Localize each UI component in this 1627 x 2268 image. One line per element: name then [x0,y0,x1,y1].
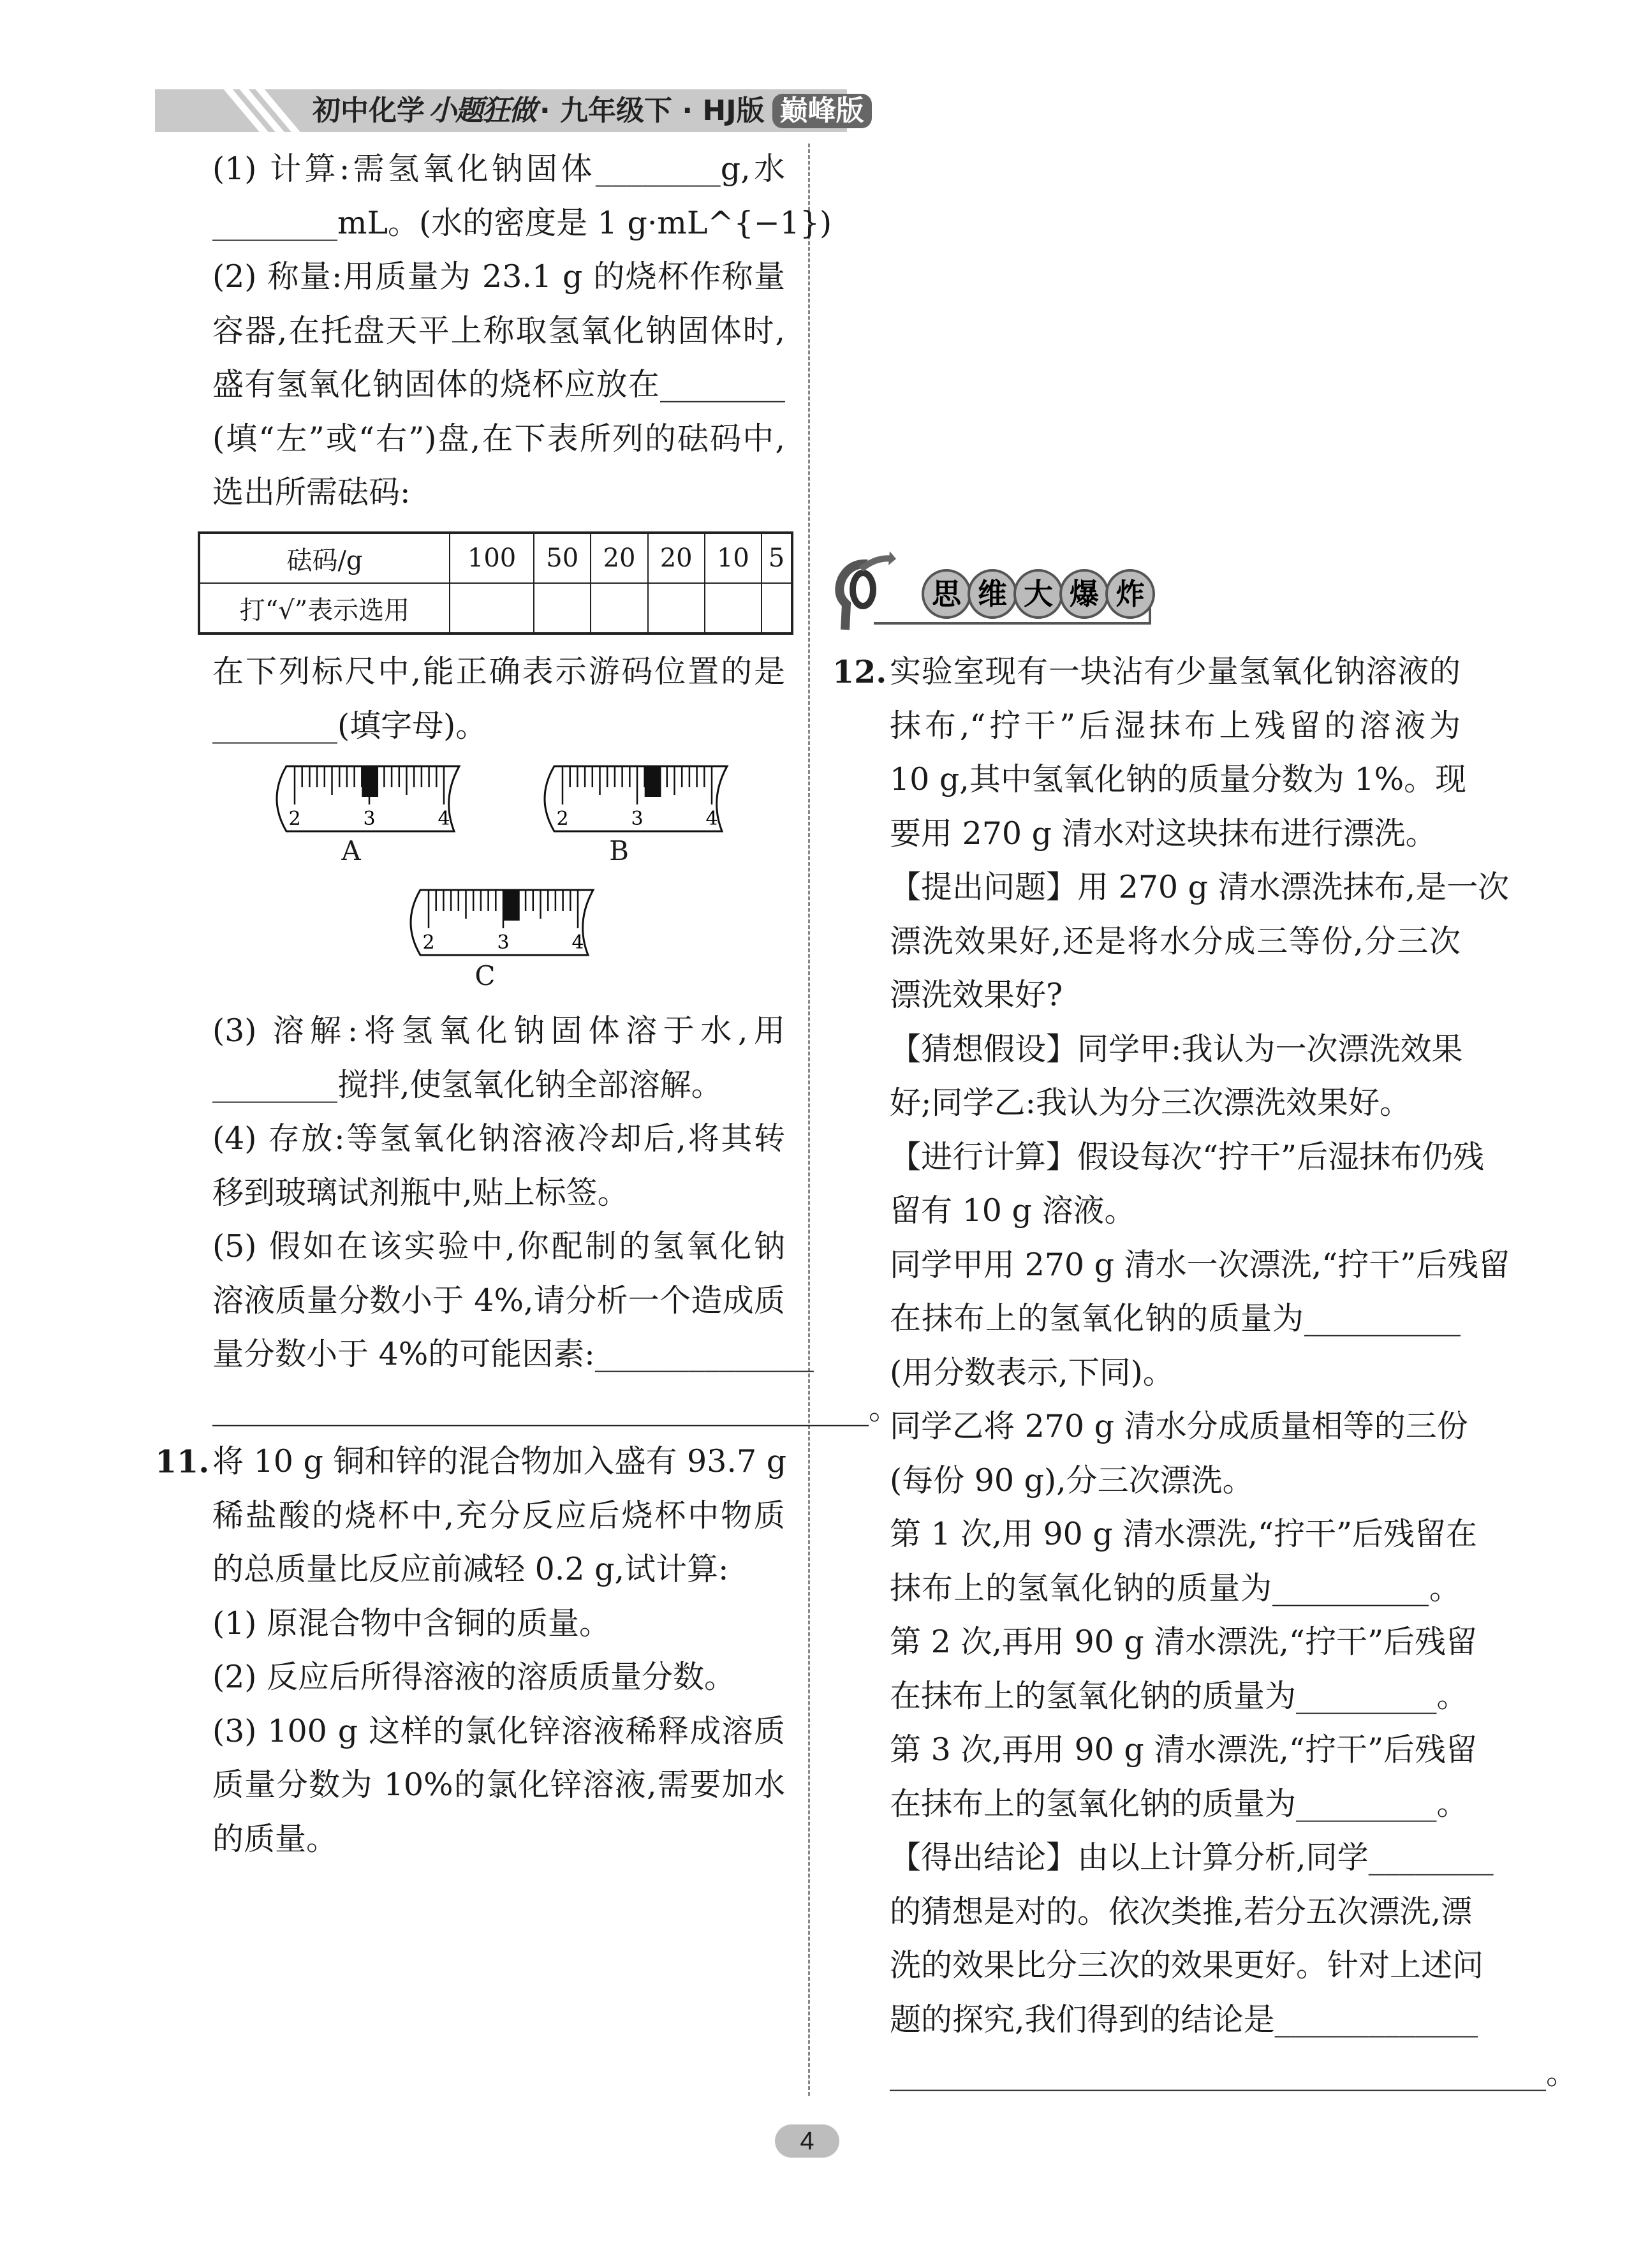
rider-block [362,766,378,797]
q10-part1 [212,142,832,520]
question-number: 12. [832,653,887,690]
vernier-ruler-c [408,889,594,956]
ruler-tick-label: 4 [705,808,718,830]
table-header-cell: 砝码/g [199,533,450,583]
text-line: 抹布上的氢氧化钠的质量为__________。 [890,1569,1461,1606]
text-line: 选出所需砝码: [212,474,411,510]
text-line: 留有 10 g 溶液。 [890,1192,1136,1229]
ruler-tick-label: 4 [438,808,450,830]
q11-text [212,1435,785,1866]
text-line: 在抹布上的氢氧化钠的质量为_________。 [890,1785,1468,1822]
text-line: 【进行计算】假设每次“拧干”后湿抹布仍残 [890,1138,1485,1175]
ruler-option-label: C [475,960,496,991]
check-cell[interactable] [648,583,705,634]
banner-char: 大 [1013,569,1063,619]
text-line: ________(填字母)。 [212,707,487,744]
banner-char: 思 [922,569,971,619]
text-line: 漂洗效果好,还是将水分成三等份,分三次 [890,923,1461,960]
header-separator: · [540,94,550,127]
text-line: 量分数小于 4%的可能因素:______________ [212,1336,814,1372]
text-line: 要用 270 g 清水对这块抹布进行漂洗。 [890,815,1437,852]
text-line: 同学乙将 270 g 清水分成质量相等的三份 [890,1408,1468,1444]
text-line: 【猜想假设】同学甲:我认为一次漂洗效果 [890,1030,1463,1067]
text-line: (填“左”或“右”)盘,在下表所列的砝码中, [212,420,785,457]
check-cell[interactable] [450,583,534,634]
text-line: (3) 100 g 这样的氯化锌溶液稀释成溶质 [212,1712,785,1749]
text-line: 第 1 次,用 90 g 清水漂洗,“拧干”后残留在 [890,1516,1478,1552]
text-line: (4) 存放:等氢氧化钠溶液冷却后,将其转 [212,1120,785,1157]
text-line: ________搅拌,使氢氧化钠全部溶解。 [212,1066,723,1103]
text-line: ________mL。(水的密度是 1 g·mL^{−1}) [212,204,832,241]
text-line: 的质量。 [212,1820,338,1857]
text-line: 质量分数为 10%的氯化锌溶液,需要加水 [212,1767,785,1803]
text-line: (用分数表示,下同)。 [890,1354,1174,1391]
text-line: 的猜想是对的。依次类推,若分五次漂洗,漂 [890,1893,1473,1930]
running-header [313,89,872,132]
ruler-tick-label: 2 [288,808,301,830]
q10-part2 [212,645,785,753]
text-line: 实验室现有一块沾有少量氢氧化钠溶液的 [890,653,1461,690]
vernier-ruler-b [541,765,728,833]
ruler-option-label: A [341,835,361,866]
weight-cell: 20 [591,533,647,583]
text-line: 洗的效果比分三次的效果更好。针对上述问 [890,1947,1484,1983]
weight-cell: 50 [534,533,591,583]
check-cell[interactable] [591,583,647,634]
table-row [199,583,792,634]
question-number: 11. [155,1443,210,1480]
ruler-tick-label: 2 [556,808,569,830]
header-brand-logo: 小题狂做 [429,94,536,127]
text-line: 稀盐酸的烧杯中,充分反应后烧杯中物质 [212,1497,785,1534]
q12-text [890,645,1577,2101]
ruler-tick-label: 3 [363,808,376,830]
text-line: __________________________________________。 [212,1390,900,1427]
header-edition: HJ版 [702,94,765,127]
weight-cell: 10 [705,533,762,583]
weight-cell: 100 [450,533,534,583]
rider-block [503,890,520,921]
text-line: 在抹布上的氢氧化钠的质量为__________ [890,1300,1461,1337]
banner-char: 维 [968,569,1017,619]
ruler-option-label: B [609,835,629,866]
rider-block [645,766,661,797]
text-line: 在抹布上的氢氧化钠的质量为_________。 [890,1677,1468,1714]
weights-table [198,531,793,635]
text-line: 第 2 次,再用 90 g 清水漂洗,“拧干”后残留 [890,1624,1478,1660]
text-line: 在下列标尺中,能正确表示游码位置的是 [212,653,785,690]
header-subject: 初中化学 [313,94,425,127]
banner-char: 爆 [1059,569,1109,619]
text-line: 移到玻璃试剂瓶中,贴上标签。 [212,1174,629,1211]
text-line: 的总质量比反应前减轻 0.2 g,试计算: [212,1551,729,1587]
column-divider [808,144,810,2096]
header-grade: 九年级下 [560,94,673,127]
text-line: 【得出结论】由以上计算分析,同学________ [890,1839,1494,1876]
check-cell[interactable] [762,583,792,634]
vernier-ruler-a [274,765,460,833]
text-line: 同学甲用 270 g 清水一次漂洗,“拧干”后残留 [890,1246,1510,1283]
table-header-cell: 打“√”表示选用 [199,583,450,634]
section-banner [832,550,1164,633]
text-line: (每份 90 g),分三次漂洗。 [890,1462,1254,1499]
ruler-tick-label: 3 [497,931,510,954]
header-badge: 巅峰版 [772,94,872,128]
text-line: 好;同学乙:我认为分三次漂洗效果好。 [890,1085,1411,1121]
text-line: (2) 反应后所得溶液的溶质质量分数。 [212,1659,735,1695]
text-line: (3) 溶解:将氢氧化钠固体溶于水,用 [212,1012,785,1049]
text-line: 第 3 次,再用 90 g 清水漂洗,“拧干”后残留 [890,1731,1478,1768]
weight-cell: 20 [648,533,705,583]
banner-char: 炸 [1105,569,1155,619]
text-line: __________________________________________。 [890,2055,1577,2091]
text-line: 抹布,“拧干”后湿抹布上残留的溶液为 [890,707,1461,744]
text-line: 溶液质量分数小于 4%,请分析一个造成质 [212,1282,785,1319]
text-line: 题的探究,我们得到的结论是_____________ [890,2001,1478,2038]
ruler-tick-label: 2 [422,931,435,954]
text-line: 将 10 g 铜和锌的混合物加入盛有 93.7 g [212,1443,787,1479]
table-row [199,533,792,583]
text-line: 10 g,其中氢氧化钠的质量分数为 1%。现 [890,761,1467,797]
text-line: 容器,在托盘天平上称取氢氧化钠固体时, [212,312,785,349]
page-number: 4 [775,2124,839,2158]
text-line: (2) 称量:用质量为 23.1 g 的烧杯作称量 [212,258,785,295]
check-cell[interactable] [705,583,762,634]
header-separator: · [682,94,693,127]
check-cell[interactable] [534,583,591,634]
text-line: (1) 计算:需氢氧化钠固体________g,水 [212,151,785,187]
text-line: (5) 假如在该实验中,你配制的氢氧化钠 [212,1228,785,1264]
text-line: 【提出问题】用 270 g 清水漂洗抹布,是一次 [890,869,1510,905]
weight-cell: 5 [762,533,792,583]
q10-part3 [212,1004,900,1435]
text-line: (1) 原混合物中含铜的质量。 [212,1605,610,1642]
text-line: 漂洗效果好? [890,977,1063,1013]
text-line: 盛有氢氧化钠固体的烧杯应放在________ [212,366,785,403]
ruler-tick-label: 4 [571,931,584,954]
ruler-tick-label: 3 [631,808,644,830]
